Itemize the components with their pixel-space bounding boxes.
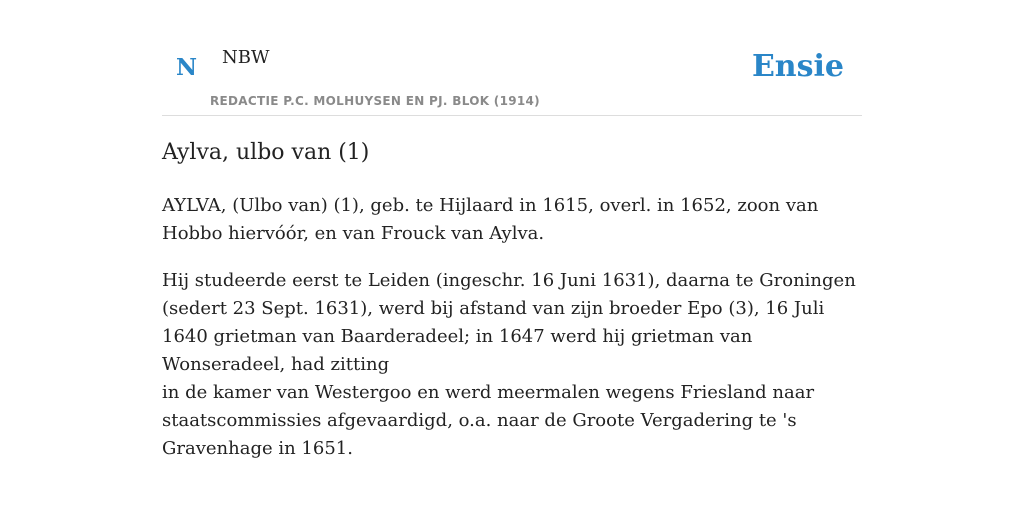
source-name[interactable]: NBW [222,47,270,68]
source-header [162,0,862,116]
article-paragraph: in de kamer van Westergoo en werd meermalen wegens Friesland naar staatscommissies afgevaardigd, o.a. naar de Groote Vergadering te 's Gravenhage in 1651. [162,382,815,459]
source-editors: REDACTIE P.C. MOLHUYSEN EN PJ. BLOK (1914) [210,94,540,108]
article-paragraph: AYLVA, (Ulbo van) (1), geb. te Hijlaard in 1615, overl. in 1652, zoon van Hobbo hiervóór, en van Frouck van Aylva. [162,195,819,244]
brand-logo[interactable]: Ensie [751,49,844,84]
article-page [162,0,862,512]
article-paragraph: Hij studeerde eerst te Leiden (ingeschr. 16 Juni 1631), daarna te Groningen (sedert 23 Sept. 1631), werd bij afstand van zijn broeder Epo (3), 16 Juli 1640 grietman van Baarderadeel; in 1647 werd hij grietman van Wonseradeel, had zitting [162,270,856,375]
source-logo[interactable]: N [176,54,198,81]
article-title: Aylva, ulbo van (1) [162,140,370,165]
